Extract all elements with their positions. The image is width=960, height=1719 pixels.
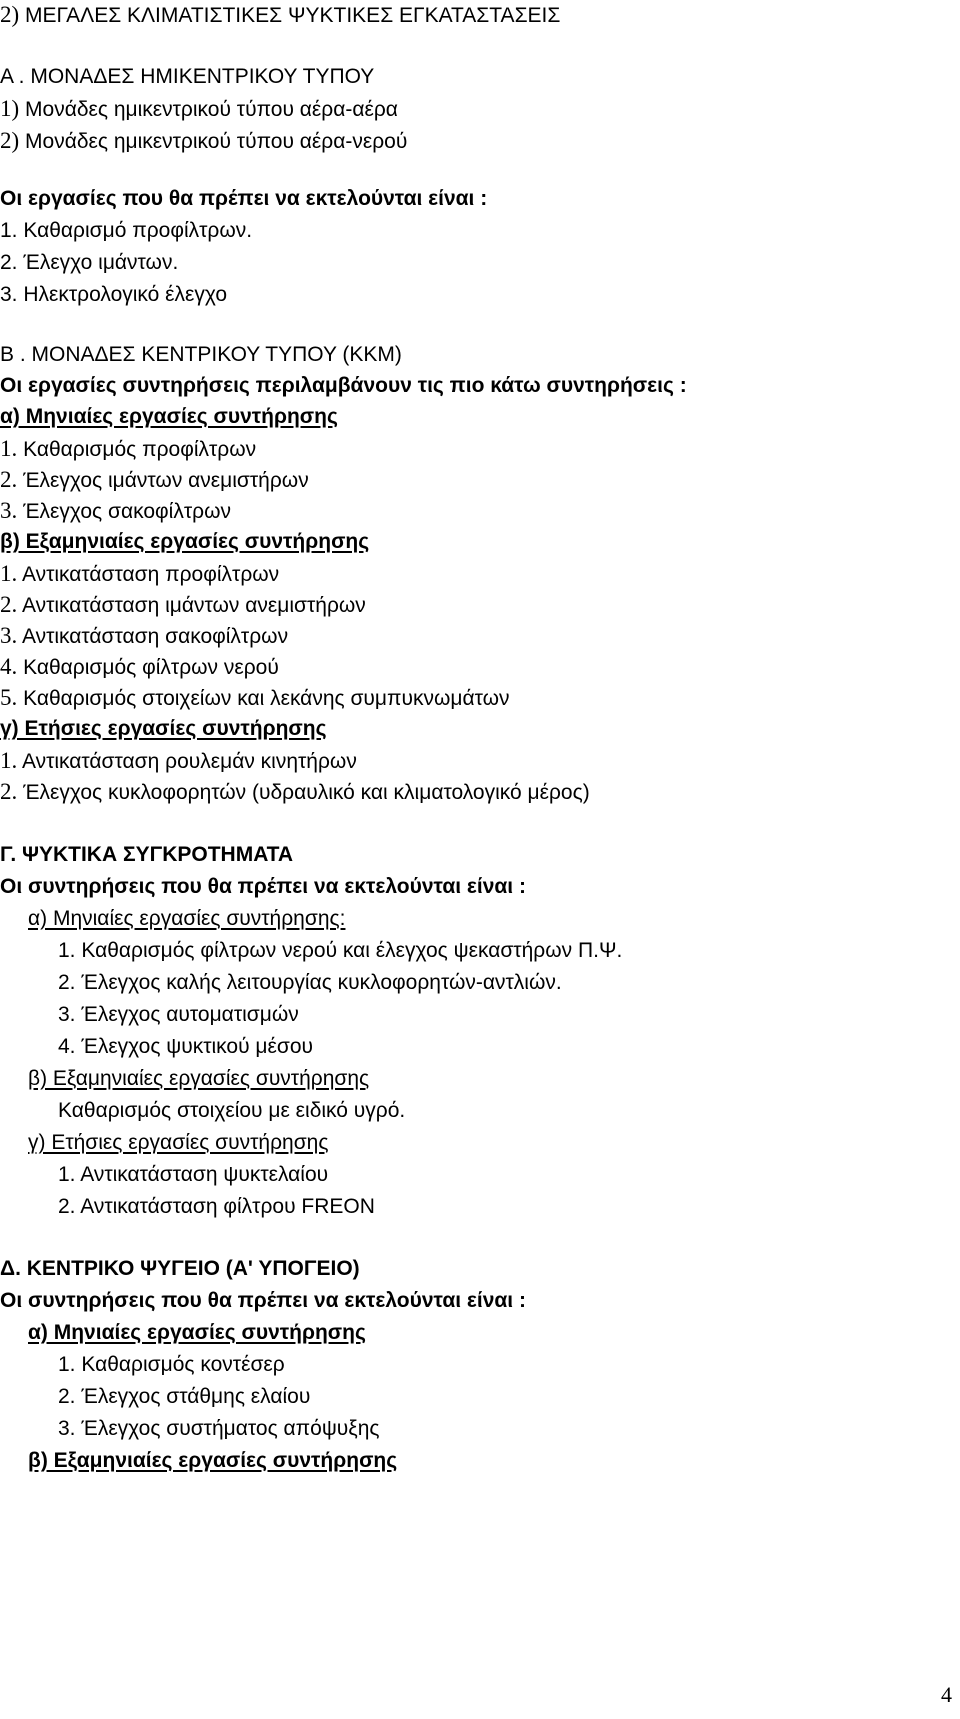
item-text: Αντικατάσταση προφίλτρων bbox=[21, 563, 280, 586]
item-text: Έλεγχος κυκλοφορητών (υδραυλικό και κλιματολογικό μέρος) bbox=[23, 781, 590, 804]
semiannual-heading: β) Εξαμηνιαίες εργασίες συντήρησης bbox=[0, 530, 370, 553]
annual-heading: γ) Ετήσιες εργασίες συντήρησης bbox=[0, 717, 327, 740]
heading-a: Α . ΜΟΝΑΔΕΣ ΗΜΙΚΕΝΤΡΙΚΟΥ ΤΥΠΟΥ bbox=[0, 65, 375, 88]
heading-d: Δ. ΚΕΝΤΡΙΚΟ ΨΥΓΕΙΟ (Α' ΥΠΟΓΕΙΟ) bbox=[0, 1257, 360, 1280]
list-item bbox=[0, 496, 231, 526]
item-number: 3. bbox=[0, 623, 18, 648]
item-text: Καθαρισμός προφίλτρων bbox=[23, 438, 257, 461]
list-item bbox=[0, 434, 256, 464]
item-number: 2. bbox=[0, 779, 18, 804]
page-number: 4 bbox=[941, 1682, 952, 1707]
monthly-heading: α) Μηνιαίες εργασίες συντήρησης bbox=[28, 1321, 366, 1344]
section-title bbox=[0, 0, 560, 30]
list-item bbox=[0, 652, 279, 682]
item-number: 3. bbox=[0, 498, 18, 523]
list-item: 1. Καθαρισμός φίλτρων νερού και έλεγχος ψεκαστήρων Π.Ψ. bbox=[58, 939, 623, 962]
list-item: Καθαρισμός στοιχείου με ειδικό υγρό. bbox=[58, 1099, 406, 1122]
list-item: 1. Καθαρισμός κοντέσερ bbox=[58, 1353, 285, 1376]
list-item bbox=[0, 683, 510, 713]
item-number: 1. bbox=[0, 561, 18, 586]
list-item: 3. Ηλεκτρολογικό έλεγχο bbox=[0, 283, 228, 306]
maintenance-intro: Οι συντηρήσεις που θα πρέπει να εκτελούνται είναι : bbox=[0, 875, 526, 898]
item-number: 2) bbox=[0, 128, 20, 153]
list-item bbox=[0, 590, 366, 620]
item-text: Καθαρισμός στοιχείων και λεκάνης συμπυκνωμάτων bbox=[23, 687, 510, 710]
item-text: Αντικατάσταση ρουλεμάν κινητήρων bbox=[21, 750, 357, 773]
item-number: 1. bbox=[0, 436, 18, 461]
section-number: 2) bbox=[0, 2, 20, 27]
maintenance-intro: Οι συντηρήσεις που θα πρέπει να εκτελούνται είναι : bbox=[0, 1289, 526, 1312]
heading-c: Γ. ΨΥΚΤΙΚΑ ΣΥΓΚΡΟΤΗΜΑΤΑ bbox=[0, 843, 294, 866]
list-item bbox=[0, 94, 398, 124]
item-text: Αντικατάσταση σακοφίλτρων bbox=[21, 625, 289, 648]
item-text: Μονάδες ημικεντρικού τύπου αέρα-αέρα bbox=[25, 98, 398, 121]
item-text: Αντικατάσταση ιμάντων ανεμιστήρων bbox=[21, 594, 366, 617]
list-item: 2. Αντικατάσταση φίλτρου FREON bbox=[58, 1195, 375, 1218]
item-number: 2. bbox=[0, 592, 18, 617]
item-number: 4. bbox=[0, 654, 18, 679]
maintenance-intro: Οι εργασίες συντηρήσεις περιλαμβάνουν τις πιο κάτω συντηρήσεις : bbox=[0, 374, 687, 397]
list-item: 4. Έλεγχος ψυκτικού μέσου bbox=[58, 1035, 314, 1058]
monthly-heading: α) Μηνιαίες εργασίες συντήρησης: bbox=[28, 907, 346, 930]
item-text: Έλεγχος σακοφίλτρων bbox=[23, 500, 231, 523]
list-item: 1. Αντικατάσταση ψυκτελαίου bbox=[58, 1163, 329, 1186]
item-text: Μονάδες ημικεντρικού τύπου αέρα-νερού bbox=[25, 130, 408, 153]
heading-b: Β . ΜΟΝΑΔΕΣ ΚΕΝΤΡΙΚΟΥ ΤΥΠΟΥ (ΚΚΜ) bbox=[0, 343, 402, 366]
section-title-text: ΜΕΓΑΛΕΣ ΚΛΙΜΑΤΙΣΤΙΚΕΣ ΨΥΚΤΙΚΕΣ ΕΓΚΑΤΑΣΤΑΣΕΙΣ bbox=[25, 4, 561, 27]
semiannual-heading: β) Εξαμηνιαίες εργασίες συντήρησης bbox=[28, 1067, 370, 1090]
item-number: 1) bbox=[0, 96, 20, 121]
tasks-intro: Οι εργασίες που θα πρέπει να εκτελούνται είναι : bbox=[0, 187, 488, 210]
list-item bbox=[0, 465, 309, 495]
item-number: 1. bbox=[0, 748, 18, 773]
item-number: 2. bbox=[0, 467, 18, 492]
item-text: Έλεγχος ιμάντων ανεμιστήρων bbox=[23, 469, 309, 492]
item-number: 5. bbox=[0, 685, 18, 710]
list-item: 3. Έλεγχος αυτοματισμών bbox=[58, 1003, 299, 1026]
list-item bbox=[0, 126, 407, 156]
item-text: Καθαρισμός φίλτρων νερού bbox=[23, 656, 279, 679]
monthly-heading: α) Μηνιαίες εργασίες συντήρησης bbox=[0, 405, 338, 428]
list-item: 2. Έλεγχο ιμάντων. bbox=[0, 251, 179, 274]
list-item: 2. Έλεγχος καλής λειτουργίας κυκλοφορητών-αντλιών. bbox=[58, 971, 562, 994]
list-item: 3. Έλεγχος συστήματος απόψυξης bbox=[58, 1417, 380, 1440]
list-item bbox=[0, 559, 279, 589]
list-item: 1. Καθαρισμό προφίλτρων. bbox=[0, 219, 253, 242]
list-item bbox=[0, 746, 357, 776]
semiannual-heading: β) Εξαμηνιαίες εργασίες συντήρησης bbox=[28, 1449, 398, 1472]
list-item: 2. Έλεγχος στάθμης ελαίου bbox=[58, 1385, 311, 1408]
list-item bbox=[0, 777, 590, 807]
list-item bbox=[0, 621, 288, 651]
annual-heading: γ) Ετήσιες εργασίες συντήρησης bbox=[28, 1131, 329, 1154]
